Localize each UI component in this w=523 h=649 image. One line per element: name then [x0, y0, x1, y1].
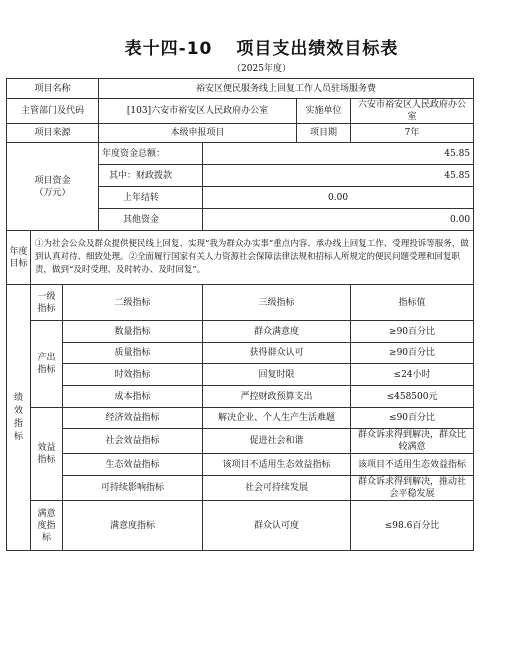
total-funds-label: 年度资金总额：	[99, 143, 203, 165]
table-row	[7, 386, 474, 408]
output-label-line2: 指标	[37, 365, 56, 375]
level3-cell: 该项目不适用生态效益指标	[203, 454, 351, 476]
value-cell: ≥90百分比	[351, 343, 474, 364]
other-funds-value: 0.00	[203, 209, 474, 231]
value-cell: 群众诉求得到解决，群众比较满意	[351, 429, 474, 454]
table-row	[7, 321, 474, 343]
level2-cell: 生态效益指标	[63, 454, 203, 476]
level3-cell: 群众满意度	[203, 321, 351, 343]
department-label: 主管部门及代码	[7, 99, 99, 124]
annual-goal-row	[7, 231, 474, 285]
value-cell: ≤98.6百分比	[351, 501, 474, 551]
satisfaction-indicators-label	[31, 501, 63, 551]
level3-cell: 社会可持续发展	[203, 476, 351, 501]
period-value: 7年	[351, 124, 474, 143]
source-row	[7, 124, 474, 143]
performance-indicators-label	[7, 285, 31, 551]
level2-cell: 时效指标	[63, 364, 203, 386]
value-header: 指标值	[351, 285, 474, 321]
level2-cell: 经济效益指标	[63, 408, 203, 429]
department-value: [103]六安市裕安区人民政府办公室	[99, 99, 297, 124]
period-label: 项目期	[297, 124, 351, 143]
value-cell: ≥90百分比	[351, 321, 474, 343]
carryover-value: 0.00	[203, 187, 474, 209]
level1-header-line2: 指标	[37, 303, 56, 314]
level2-cell: 成本指标	[63, 386, 203, 408]
level3-cell: 群众认可度	[203, 501, 351, 551]
annual-goal-label-line1: 年度	[9, 246, 28, 257]
table-name: 项目支出绩效目标表	[236, 39, 399, 59]
department-row	[7, 99, 474, 124]
level3-header: 三级指标	[203, 285, 351, 321]
level3-cell: 解决企业、个人生产生活难题	[203, 408, 351, 429]
project-name-row	[7, 79, 474, 99]
implementing-unit-value: 六安市裕安区人民政府办公室	[351, 99, 474, 124]
source-label: 项目来源	[7, 124, 99, 143]
table-row	[7, 454, 474, 476]
fiscal-funds-label: 其中：财政拨款	[99, 165, 203, 187]
level2-cell: 质量指标	[63, 343, 203, 364]
satisfaction-label-line1: 满意	[37, 508, 56, 519]
level1-header	[31, 285, 63, 321]
level3-cell: 促进社会和谐	[203, 429, 351, 454]
satisfaction-label-line2: 度指	[37, 520, 56, 531]
perf-label-char-2: 效	[13, 405, 23, 416]
level2-cell: 满意度指标	[63, 501, 203, 551]
output-label-line1: 产出	[37, 353, 56, 363]
project-name-value: 裕安区便民服务线上回复工作人员驻场服务费	[99, 79, 474, 99]
table-row	[7, 476, 474, 501]
perf-label-char-3: 指	[13, 418, 23, 429]
annual-goal-label	[7, 231, 31, 285]
performance-goal-table	[6, 78, 474, 551]
table-row	[7, 408, 474, 429]
output-indicators-label	[31, 321, 63, 408]
value-cell: ≤90百分比	[351, 408, 474, 429]
level3-cell: 严控财政预算支出	[203, 386, 351, 408]
table-row	[7, 343, 474, 364]
value-cell: ≤458500元	[351, 386, 474, 408]
project-name-label: 项目名称	[7, 79, 99, 99]
funds-label-line2: （万元）	[34, 187, 71, 198]
source-value: 本级申报项目	[99, 124, 297, 143]
level3-cell: 获得群众认可	[203, 343, 351, 364]
level2-cell: 社会效益指标	[63, 429, 203, 454]
level2-cell: 可持续影响指标	[63, 476, 203, 501]
benefit-label-line2: 指标	[37, 455, 56, 465]
total-funds-value: 45.85	[203, 143, 474, 165]
perf-label-char-4: 标	[13, 431, 23, 442]
table-row	[7, 364, 474, 386]
table-title	[0, 34, 523, 59]
fiscal-funds-value: 45.85	[203, 165, 474, 187]
annual-goal-label-line2: 目标	[9, 258, 28, 269]
satisfaction-label-line3: 标	[41, 532, 51, 543]
implementing-unit-label: 实施单位	[297, 99, 351, 124]
level1-header-line1: 一级	[37, 291, 56, 302]
level2-cell: 数量指标	[63, 321, 203, 343]
fiscal-year: （2025年度）	[232, 64, 291, 74]
value-cell: 该项目不适用生态效益指标	[351, 454, 474, 476]
value-cell: ≤24小时	[351, 364, 474, 386]
funds-total-row	[7, 143, 474, 165]
annual-goal-text: ①为社会公众及群众提供便民线上回复、实现“我为群众办实事”重点内容、承办线上回复工作、受理投诉等服务，做到认真对待、细致处理。②全面履行国家有关人力资源社会保障法律法规和招标人所规定的便民问题受理和回复职责，做到“及时受理、及时转办、及时回复”。	[31, 231, 474, 285]
carryover-label: 上年结转	[99, 187, 203, 209]
table-number: 表十四-10	[124, 39, 213, 59]
benefit-label-line1: 效益	[37, 443, 56, 453]
funds-label	[7, 143, 99, 231]
benefit-indicators-label	[31, 408, 63, 501]
funds-label-line1: 项目资金	[34, 175, 71, 186]
value-cell: 群众诉求得到解决，推动社会平稳发展	[351, 476, 474, 501]
perf-label-char-1: 绩	[13, 392, 23, 403]
table-row	[7, 429, 474, 454]
level2-header: 二级指标	[63, 285, 203, 321]
level3-cell: 回复时限	[203, 364, 351, 386]
other-funds-label: 其他资金	[99, 209, 203, 231]
indicator-header-row	[7, 285, 474, 321]
table-row	[7, 501, 474, 551]
